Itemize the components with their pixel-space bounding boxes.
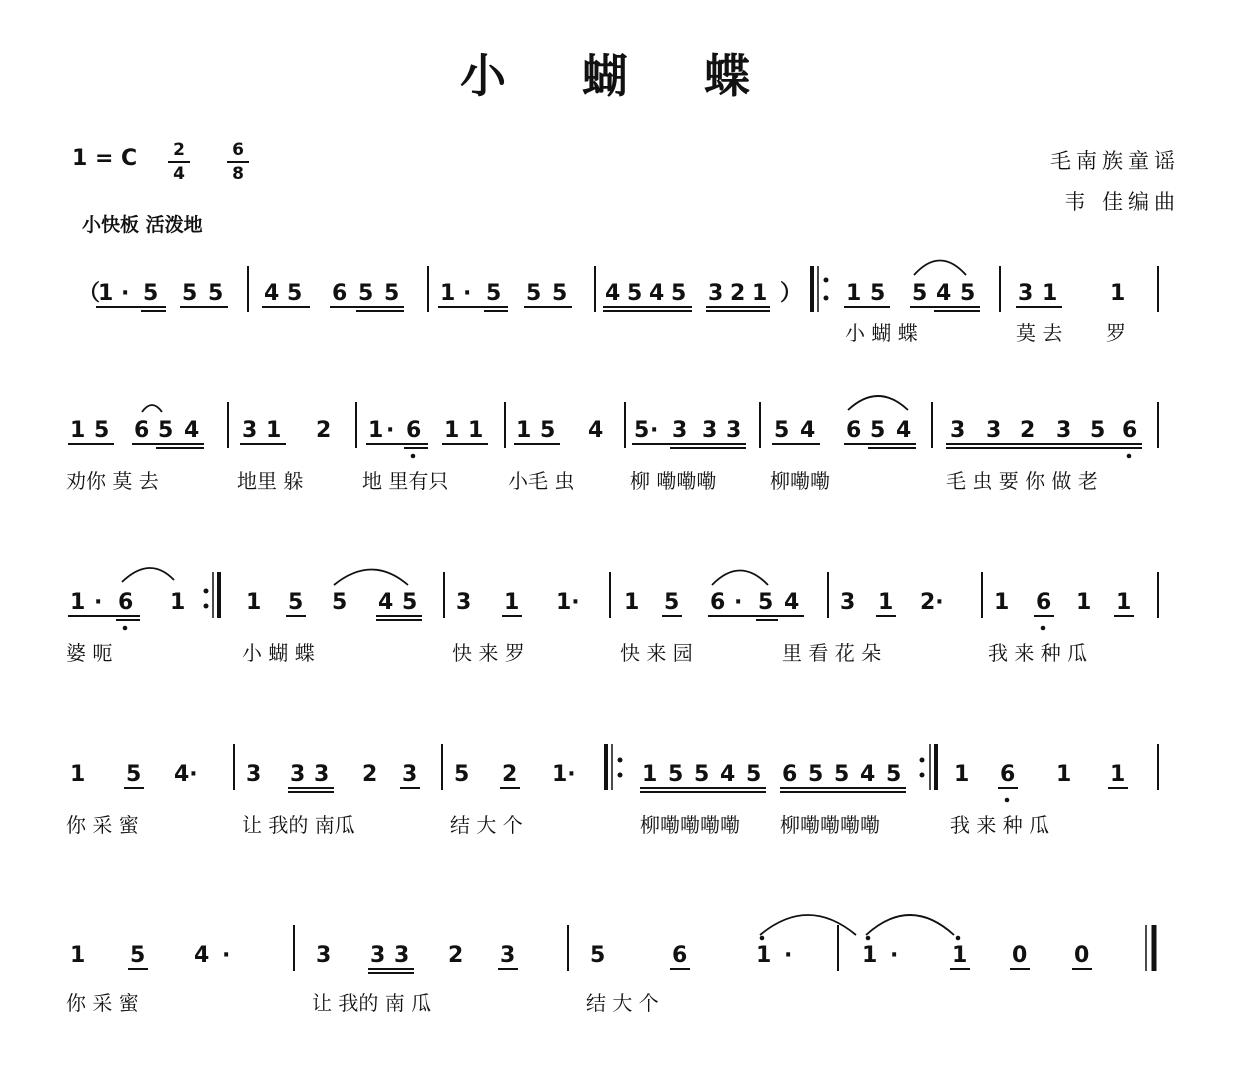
svg-text:1·: 1·	[556, 590, 580, 615]
svg-text:1: 1	[756, 943, 772, 968]
svg-text:5: 5	[746, 762, 762, 787]
svg-text:6: 6	[710, 590, 726, 615]
svg-text:3: 3	[394, 943, 410, 968]
svg-text:·: ·	[650, 418, 659, 443]
svg-text:6: 6	[1000, 762, 1016, 787]
page-title: 小 蝴 蝶	[459, 49, 781, 103]
svg-text:1: 1	[70, 762, 86, 787]
svg-text:1: 1	[642, 762, 658, 787]
svg-text:3: 3	[500, 943, 516, 968]
svg-text:5: 5	[287, 281, 303, 306]
svg-text:3: 3	[702, 418, 718, 443]
svg-text:6: 6	[846, 418, 862, 443]
staff-system-5	[66, 915, 1154, 1015]
svg-text:小毛 虫: 小毛 虫	[508, 469, 575, 493]
svg-text:1: 1	[70, 943, 86, 968]
svg-text:1: 1	[862, 943, 878, 968]
svg-text:3: 3	[316, 943, 332, 968]
svg-text:1: 1	[1076, 590, 1092, 615]
svg-text:5: 5	[402, 590, 418, 615]
svg-text:5: 5	[526, 281, 542, 306]
svg-text:·: ·	[94, 590, 103, 615]
svg-text:3: 3	[726, 418, 742, 443]
svg-text:3: 3	[708, 281, 724, 306]
staff-system-1	[78, 261, 1158, 346]
svg-text:罗: 罗	[1106, 321, 1126, 345]
composer-credit: 韦 佳编曲	[1064, 190, 1180, 214]
svg-text:快 来 园: 快 来 园	[620, 641, 693, 665]
svg-text:1: 1	[1042, 281, 1058, 306]
svg-text:让 我的 南 瓜: 让 我的 南 瓜	[312, 991, 432, 1015]
svg-text:结 大 个: 结 大 个	[586, 991, 659, 1015]
svg-text:1: 1	[516, 418, 532, 443]
svg-text:1: 1	[624, 590, 640, 615]
svg-text:2·: 2·	[920, 590, 944, 615]
svg-text:4: 4	[649, 281, 665, 306]
svg-text:2: 2	[502, 762, 518, 787]
svg-text:2: 2	[448, 943, 464, 968]
svg-text:6: 6	[782, 762, 798, 787]
svg-text:5: 5	[358, 281, 374, 306]
svg-text:劝你 莫 去: 劝你 莫 去	[66, 469, 159, 493]
svg-text:0: 0	[1012, 943, 1028, 968]
svg-text:1: 1	[70, 418, 86, 443]
svg-text:2: 2	[730, 281, 746, 306]
svg-text:3: 3	[246, 762, 262, 787]
svg-text:·: ·	[734, 590, 743, 615]
svg-text:5: 5	[590, 943, 606, 968]
svg-text:1: 1	[1110, 281, 1126, 306]
svg-text:0: 0	[1074, 943, 1090, 968]
svg-text:3: 3	[370, 943, 386, 968]
svg-text:6: 6	[1122, 418, 1138, 443]
svg-text:1: 1	[98, 281, 114, 306]
time-sig-denominator: 8	[232, 164, 244, 184]
svg-text:5: 5	[886, 762, 902, 787]
tempo-marking: 小快板 活泼地	[82, 214, 203, 236]
svg-text:6: 6	[406, 418, 422, 443]
svg-text:5: 5	[668, 762, 684, 787]
svg-text:5: 5	[208, 281, 224, 306]
svg-text:3: 3	[840, 590, 856, 615]
svg-text:5: 5	[454, 762, 470, 787]
svg-text:4: 4	[605, 281, 621, 306]
svg-text:1: 1	[504, 590, 520, 615]
svg-text:·: ·	[784, 943, 793, 968]
svg-text:4·: 4·	[174, 762, 198, 787]
svg-text:1: 1	[1110, 762, 1126, 787]
svg-text:3: 3	[290, 762, 306, 787]
svg-text:小 蝴 蝶: 小 蝴 蝶	[242, 641, 315, 665]
svg-text:3: 3	[1056, 418, 1072, 443]
svg-text:4: 4	[720, 762, 736, 787]
svg-text:6: 6	[672, 943, 688, 968]
svg-text:柳 嘞嘞嘞: 柳 嘞嘞嘞	[630, 469, 717, 493]
svg-text:你 采 蜜: 你 采 蜜	[66, 991, 139, 1015]
staff-system-4	[66, 744, 1158, 837]
svg-text:4: 4	[800, 418, 816, 443]
svg-text:1: 1	[954, 762, 970, 787]
svg-text:2: 2	[1020, 418, 1036, 443]
svg-text:4: 4	[184, 418, 200, 443]
svg-text:5: 5	[870, 418, 886, 443]
svg-text:1: 1	[170, 590, 186, 615]
svg-text:5: 5	[182, 281, 198, 306]
svg-text:2: 2	[362, 762, 378, 787]
svg-text:1: 1	[266, 418, 282, 443]
svg-text:5: 5	[758, 590, 774, 615]
svg-text:4: 4	[860, 762, 876, 787]
svg-text:5: 5	[332, 590, 348, 615]
svg-text:1: 1	[846, 281, 862, 306]
svg-text:让 我的 南瓜: 让 我的 南瓜	[242, 813, 355, 837]
svg-text:1: 1	[468, 418, 484, 443]
svg-text:1: 1	[878, 590, 894, 615]
svg-text:5: 5	[694, 762, 710, 787]
svg-text:6: 6	[1036, 590, 1052, 615]
svg-text:5: 5	[94, 418, 110, 443]
svg-text:1: 1	[994, 590, 1010, 615]
svg-text:毛 虫 要 你 做 老: 毛 虫 要 你 做 老	[946, 469, 1098, 493]
svg-text:5: 5	[1090, 418, 1106, 443]
svg-text:1: 1	[1056, 762, 1072, 787]
svg-text:5: 5	[960, 281, 976, 306]
svg-text:·: ·	[222, 943, 231, 968]
svg-text:5: 5	[552, 281, 568, 306]
svg-text:我 来 种 瓜: 我 来 种 瓜	[950, 813, 1050, 837]
svg-text:柳嘞嘞嘞嘞: 柳嘞嘞嘞嘞	[780, 813, 880, 837]
svg-text:4: 4	[896, 418, 912, 443]
svg-text:5: 5	[540, 418, 556, 443]
svg-text:1: 1	[444, 418, 460, 443]
svg-text:里 看 花 朵: 里 看 花 朵	[782, 641, 882, 665]
svg-text:5: 5	[126, 762, 142, 787]
svg-text:2: 2	[316, 418, 332, 443]
svg-text:3: 3	[402, 762, 418, 787]
svg-text:5: 5	[912, 281, 928, 306]
svg-text:柳嘞嘞: 柳嘞嘞	[770, 469, 830, 493]
svg-text:5: 5	[664, 590, 680, 615]
svg-text:6: 6	[118, 590, 134, 615]
time-sig-denominator: 4	[173, 164, 185, 184]
svg-text:·: ·	[890, 943, 899, 968]
svg-text:5: 5	[774, 418, 790, 443]
svg-text:1: 1	[70, 590, 86, 615]
svg-text:4: 4	[936, 281, 952, 306]
svg-text:·: ·	[121, 281, 130, 306]
svg-text:3: 3	[950, 418, 966, 443]
svg-text:4: 4	[378, 590, 394, 615]
svg-text:莫 去: 莫 去	[1016, 321, 1063, 345]
svg-text:5: 5	[834, 762, 850, 787]
svg-text:柳嘞嘞嘞嘞: 柳嘞嘞嘞嘞	[640, 813, 740, 837]
svg-text:3: 3	[672, 418, 688, 443]
time-sig-numerator: 6	[232, 140, 244, 160]
svg-text:·: ·	[463, 281, 472, 306]
staff-system-2	[66, 396, 1158, 493]
svg-text:）: ）	[780, 281, 803, 306]
svg-text:5: 5	[130, 943, 146, 968]
svg-text:你 采 蜜: 你 采 蜜	[66, 813, 139, 837]
svg-text:4: 4	[264, 281, 280, 306]
svg-text:1: 1	[1116, 590, 1132, 615]
svg-text:3: 3	[986, 418, 1002, 443]
svg-text:地 里有只: 地 里有只	[362, 469, 449, 493]
key-signature: 1 = C	[72, 146, 138, 171]
svg-text:3: 3	[456, 590, 472, 615]
svg-text:3: 3	[1018, 281, 1034, 306]
svg-text:5: 5	[158, 418, 174, 443]
svg-text:6: 6	[332, 281, 348, 306]
time-sig-numerator: 2	[173, 140, 185, 160]
svg-text:5: 5	[627, 281, 643, 306]
svg-text:地里 躲: 地里 躲	[237, 469, 304, 493]
svg-text:1: 1	[246, 590, 262, 615]
svg-text:1: 1	[952, 943, 968, 968]
svg-text:婆 呃: 婆 呃	[66, 641, 113, 665]
svg-text:1: 1	[752, 281, 768, 306]
svg-text:4: 4	[784, 590, 800, 615]
svg-text:3: 3	[314, 762, 330, 787]
svg-text:快 来 罗: 快 来 罗	[452, 641, 525, 665]
svg-text:3: 3	[242, 418, 258, 443]
svg-text:我 来 种 瓜: 我 来 种 瓜	[988, 641, 1088, 665]
svg-text:4: 4	[194, 943, 210, 968]
svg-text:结 大 个: 结 大 个	[450, 813, 523, 837]
svg-text:1·: 1·	[552, 762, 576, 787]
svg-text:5: 5	[634, 418, 650, 443]
svg-text:5: 5	[486, 281, 502, 306]
svg-text:5: 5	[808, 762, 824, 787]
svg-text:小 蝴 蝶: 小 蝴 蝶	[845, 321, 918, 345]
svg-text:4: 4	[588, 418, 604, 443]
svg-text:1: 1	[440, 281, 456, 306]
lyricist-credit: 毛南族童谣	[1050, 149, 1180, 173]
svg-text:·: ·	[386, 418, 395, 443]
svg-text:1: 1	[368, 418, 384, 443]
svg-text:（: （	[78, 281, 101, 306]
svg-text:5: 5	[143, 281, 159, 306]
staff-system-3	[66, 568, 1158, 665]
svg-text:5: 5	[384, 281, 400, 306]
svg-text:5: 5	[870, 281, 886, 306]
svg-text:5: 5	[671, 281, 687, 306]
svg-text:5: 5	[288, 590, 304, 615]
svg-text:6: 6	[134, 418, 150, 443]
